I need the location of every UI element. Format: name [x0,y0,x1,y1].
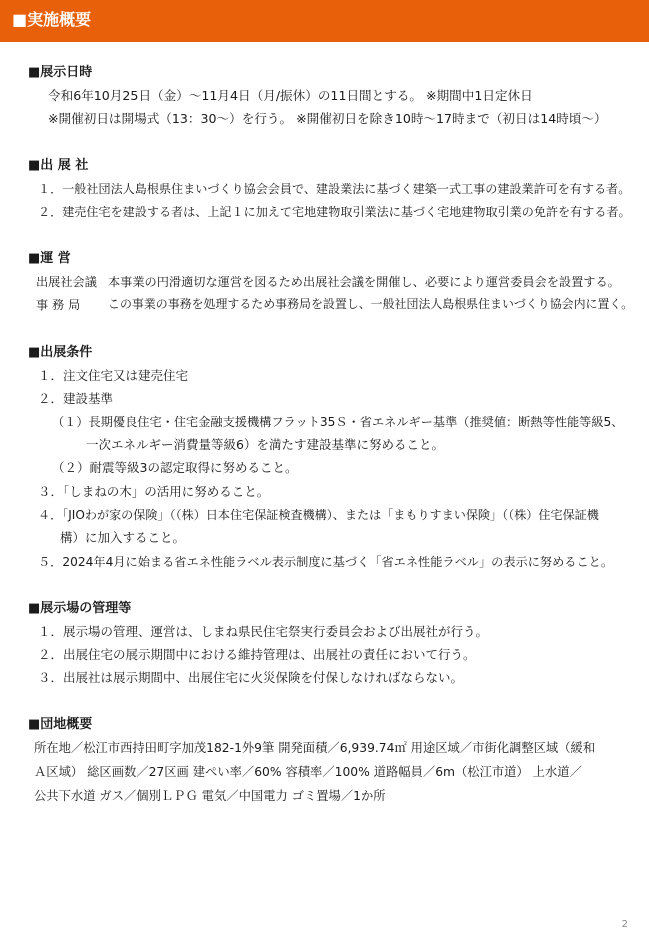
condition-subitem: （２）耐震等級3の認定取得に努めること。 [52,460,298,475]
management-item: ２．出展住宅の展示期間中における維持管理は、出展社の責任において行う。 [38,647,476,662]
condition-item: １．注文住宅又は建売住宅 [38,368,189,383]
page-number: 2 [621,919,628,930]
section-header-bar [0,0,649,42]
conditions-heading: ■出展条件 [28,345,93,360]
condition-subitem-cont: 一次エネルギー消費量等級6）を満たす建設基準に努めること。 [86,437,444,452]
dates-line-2: ※開催初日は開場式（13：30～）を行う。 ※開催初日を除き10時～17時まで（初日は14時頃～） [48,111,607,126]
condition-item-cont: 構）に加入すること。 [60,530,186,545]
operation-label: 事 務 局 [36,298,81,312]
dates-heading: ■展示日時 [28,65,93,80]
condition-item: ５．2024年4月に始まる省エネ性能ラベル表示制度に基づく「省エネ性能ラベル」の表示に努めること。 [38,555,614,569]
exhibitor-requirement: ２．建売住宅を建設する者は、上記１に加えて宅地建物取引業法に基づく宅地建物取引業の免許を有する者。 [38,205,631,219]
management-item: ３．出展社は展示期間中、出展住宅に火災保険を付保しなければならない。 [38,670,464,685]
condition-item: ４．「JIOわが家の保険」（（株）日本住宅保証検査機構）、または「まもりすまい保険」（（株）住宅保証機 [38,508,599,522]
site-detail-line: Ａ区域） 総区画数／27区画 建ぺい率／60% 容積率／100% 道路幅員／6m（松江市道） 上水道／ [34,765,582,779]
dates-line-1: 令和6年10月25日（金）～11月4日（月/振休）の11日間とする。 ※期間中1日定休日 [48,88,533,103]
condition-subitem: （１）長期優良住宅・住宅金融支援機構フラット35Ｓ・省エネルギー基準（推奨値：断熱等性能等級5、 [52,415,624,429]
condition-item: ２．建設基準 [38,391,114,406]
site-detail-line: 所在地／松江市西持田町字加茂182-1外9筆 開発面積／6,939.74㎡ 用途区域／市街化調整区域（緩和 [34,741,596,755]
site-detail-line: 公共下水道 ガス／個別ＬＰＧ 電気／中国電力 ゴミ置場／1か所 [34,789,386,803]
site-heading: ■団地概要 [28,717,93,732]
exhibitor-requirement: １．一般社団法人島根県住まいづくり協会会員で、建設業法に基づく建築一式工事の建設業許可を有する者。 [38,182,631,196]
section-title: ■実施概要 [12,10,92,29]
operation-text: 本事業の円滑適切な運営を図るため出展社会議を開催し、必要により運営委員会を設置する。 [108,275,620,289]
operation-text: この事業の事務を処理するため事務局を設置し、一般社団法人島根県住まいづくり協会内に置く。 [108,297,634,311]
management-item: １．展示場の管理、運営は、しまね県民住宅祭実行委員会および出展社が行う。 [38,624,489,639]
exhibitors-heading: ■出 展 社 [28,158,89,173]
operation-label: 出展社会議 [36,275,97,289]
operation-heading: ■運 営 [28,251,71,266]
condition-item: ３．「しまねの木」の活用に努めること。 [38,484,270,499]
management-heading: ■展示場の管理等 [28,601,132,616]
